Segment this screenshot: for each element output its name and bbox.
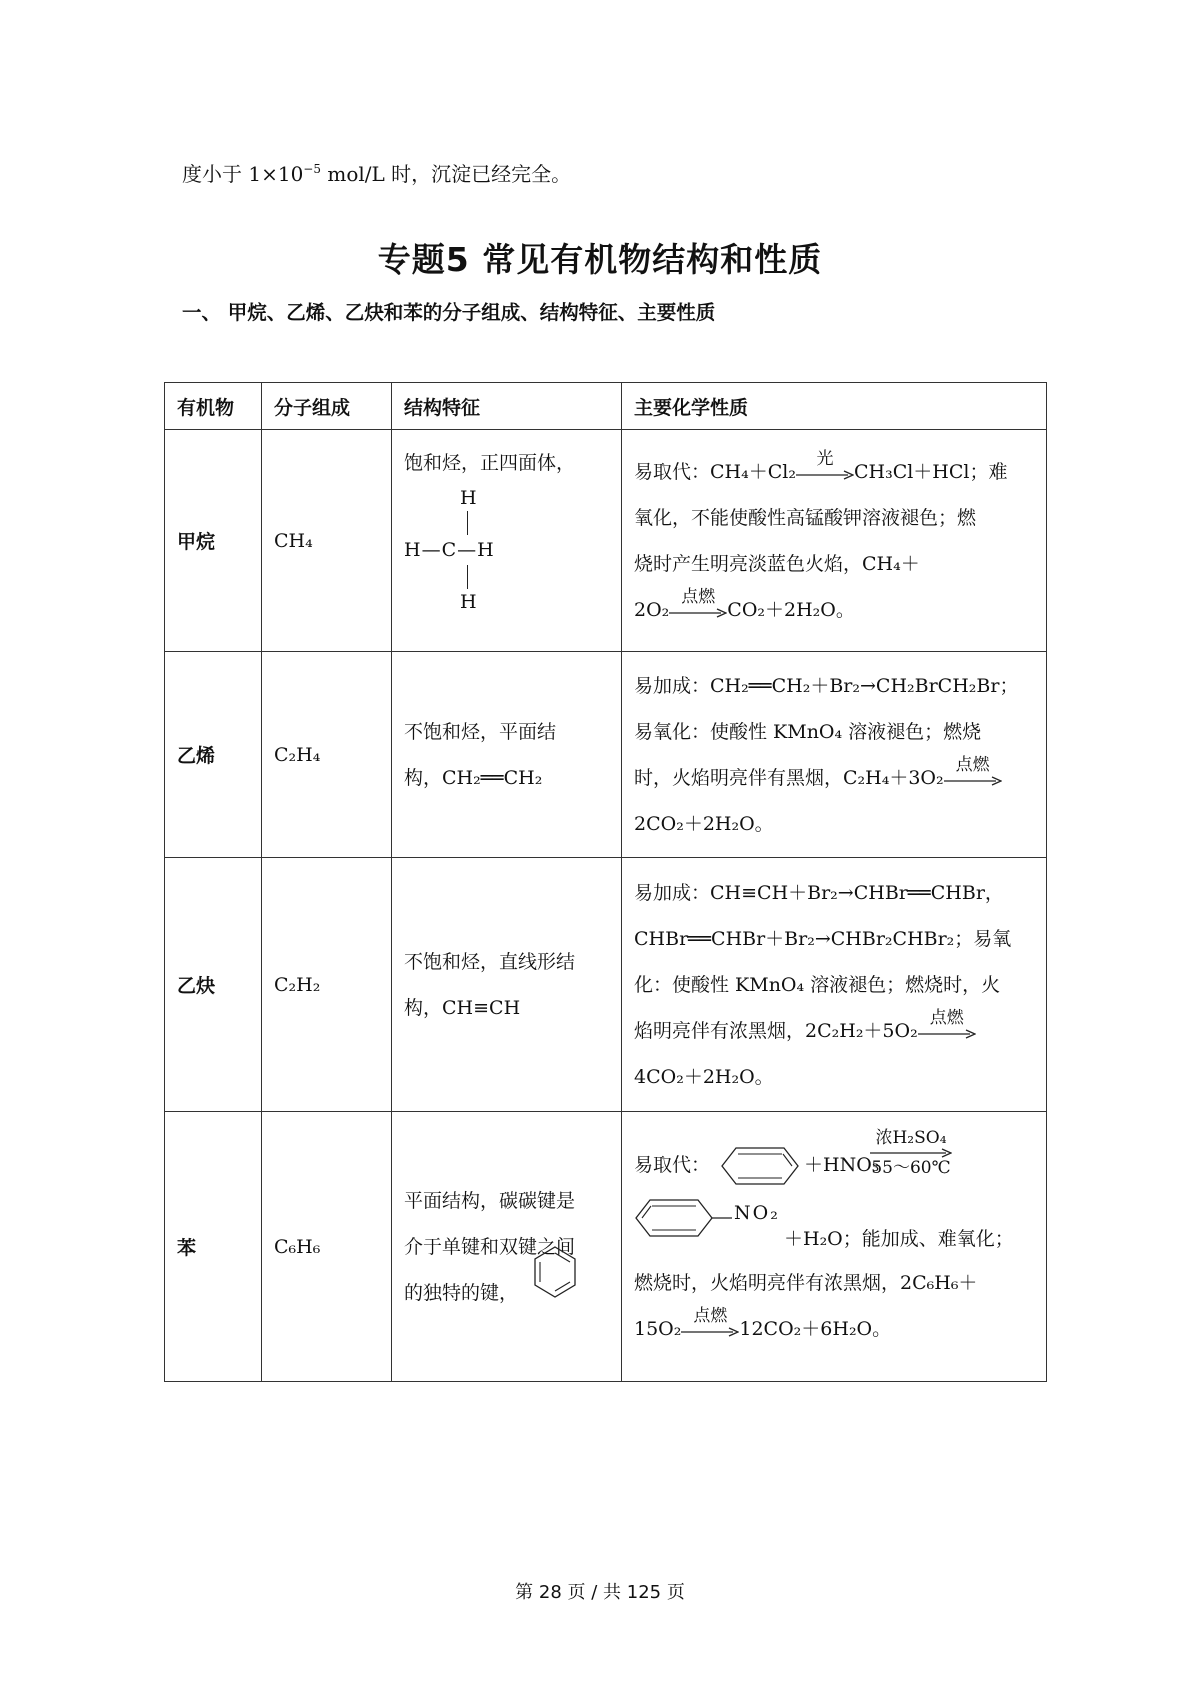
reaction-arrow: 点燃 [669, 602, 727, 620]
header-properties: 主要化学性质 [622, 383, 1047, 430]
chemical-properties: 易加成：CH₂══CH₂＋Br₂→CH₂BrCH₂Br； 易氧化：使酸性 KMnO₄ 溶液褪色；燃烧 时，火焰明亮伴有黑烟，C₂H₄＋3O₂ 点燃 2CO₂＋2H₂O。 [622, 652, 1047, 858]
compound-name: 乙烯 [165, 652, 262, 858]
feature-text: 饱和烃，正四面体， [404, 452, 576, 474]
struct-h-bottom: H [460, 591, 477, 613]
table-row-acetylene [165, 858, 1047, 1112]
structure-feature: 不饱和烃，直线形结 构，CH≡CH [392, 858, 622, 1112]
table-row-benzene [165, 1112, 1047, 1382]
nitrobenzene-ring-icon [634, 1198, 714, 1238]
benzene-ring-icon [720, 1146, 800, 1186]
compound-name: 乙炔 [165, 858, 262, 1112]
section-heading: 一、 甲烷、乙烯、乙炔和苯的分子组成、结构特征、主要性质 [182, 301, 716, 324]
page-footer: 第 28 页 / 共 125 页 [515, 1582, 685, 1603]
molecular-formula: C₂H₄ [262, 652, 392, 858]
compound-name: 苯 [165, 1112, 262, 1382]
reaction-arrow: 点燃 [944, 770, 1002, 788]
header-structure: 结构特征 [392, 383, 622, 430]
structure-feature: 平面结构，碳碳键是 介于单键和双键之间 的独特的键， [392, 1112, 622, 1382]
struct-middle: H—C—H [404, 539, 495, 561]
benzene-ring-icon [532, 1244, 578, 1300]
reaction-arrow: 光 [796, 464, 854, 482]
molecular-formula: C₆H₆ [262, 1112, 392, 1382]
structure-feature [392, 430, 622, 652]
page-title: 专题5 常见有机物结构和性质 [377, 240, 823, 279]
continued-text-line: 度小于 $1\times 10^{-5}$ mol/L 时，沉淀已经完全。 [182, 162, 572, 186]
chemical-properties: 易取代： ＋HNO₃ 浓H₂SO₄ 55～60℃ NO₂ ＋H₂O；能加成、难氧化； 燃烧时，火焰明亮伴有浓黑烟，2C₆H₆＋ 15O₂ 点燃 12CO₂＋6H₂O。 [622, 1112, 1047, 1382]
methane-structural-formula [404, 487, 609, 627]
organic-compounds-table [164, 382, 1047, 1382]
chemical-properties: 易加成：CH≡CH＋Br₂→CHBr══CHBr， CHBr══CHBr＋Br₂→CHBr₂CHBr₂；易氧 化：使酸性 KMnO₄ 溶液褪色；燃烧时，火 焰明亮伴有浓黑烟，2C₂H₂＋5O₂ 点燃 4CO₂＋2H₂O。 [622, 858, 1047, 1112]
structure-feature: 不饱和烃，平面结 构，CH₂══CH₂ [392, 652, 622, 858]
chemical-properties: 易取代：CH₄＋Cl₂ 光 CH₃Cl＋HCl；难 氧化，不能使酸性高锰酸钾溶液褪色；燃 烧时产生明亮淡蓝色火焰，CH₄＋ 2O₂ 点燃 CO₂＋2H₂O。 [622, 430, 1047, 652]
compound-name: 甲烷 [165, 430, 262, 652]
reaction-arrow: 点燃 [681, 1321, 739, 1339]
molecular-formula: CH₄ [262, 430, 392, 652]
table-header-row [165, 383, 1047, 430]
header-compound: 有机物 [165, 383, 262, 430]
header-composition: 分子组成 [262, 383, 392, 430]
molecular-formula: C₂H₂ [262, 858, 392, 1112]
reaction-condition: 浓H₂SO₄ 55～60℃ [871, 1127, 951, 1178]
struct-h-top: H [460, 487, 477, 509]
nitro-group-label: NO₂ [734, 1201, 780, 1224]
reaction-arrow: 点燃 [918, 1023, 976, 1041]
table-row-ethylene [165, 652, 1047, 858]
table-row-methane [165, 430, 1047, 652]
